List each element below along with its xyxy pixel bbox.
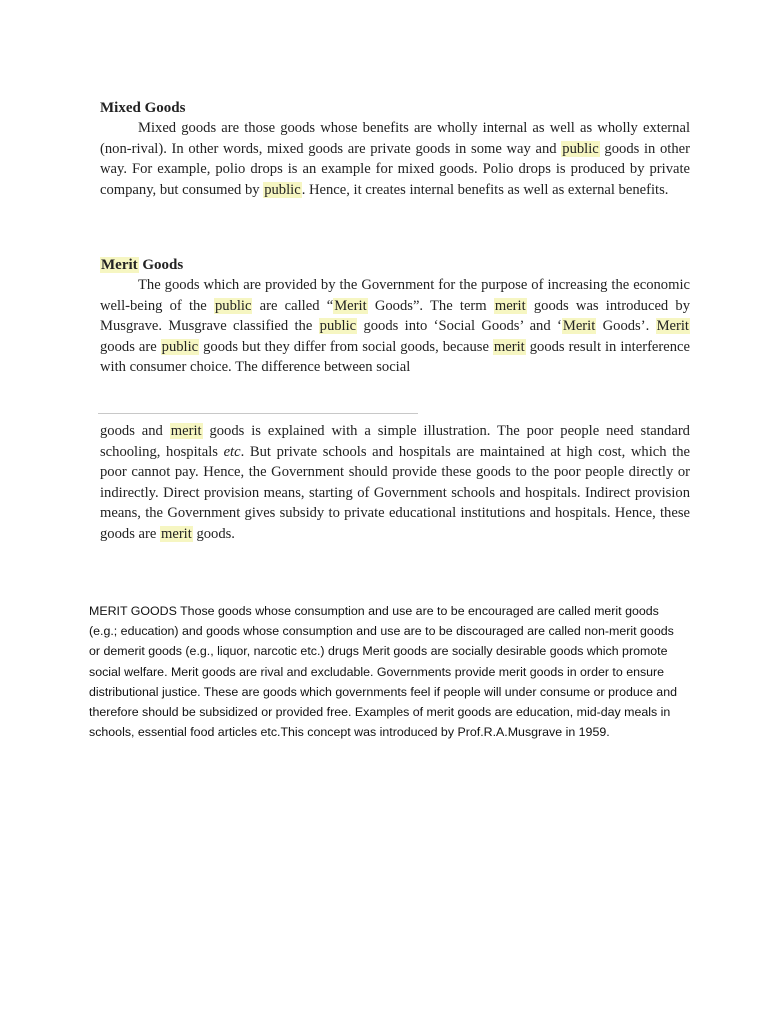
merit-goods-paragraph xyxy=(100,275,690,378)
italic-term: etc xyxy=(223,443,241,460)
highlighted-term: Merit xyxy=(334,297,367,314)
text-run: goods are xyxy=(100,338,161,355)
highlighted-term: merit xyxy=(160,525,192,542)
highlighted-term: public xyxy=(319,318,357,335)
text-run: goods. xyxy=(192,525,235,542)
footnote-divider xyxy=(98,413,418,414)
text-run: goods but they differ from social goods, because xyxy=(199,338,493,355)
text-run: goods in other way. For example, polio drops is an example for mixed goods. Polio drops is produced by private company, but consumed by xyxy=(100,140,690,198)
text-run: . Hence, it creates internal benefits as well as external benefits. xyxy=(301,181,669,198)
continuation-section xyxy=(100,421,690,545)
highlighted-term: public xyxy=(161,338,199,355)
text-run: . But private schools and hospitals are maintained at high cost, which the poor cannot pay. Hence, the Government should provide these goods to the poor people directly or indirectly. Direct provision means, starting of Government schools and hospitals. Indirect provision means, the Government gives subsidy to private educational institutions and hospitals. Hence, these goods are xyxy=(100,443,690,542)
highlighted-term: public xyxy=(214,297,252,314)
merit-goods-typed-paragraph: MERIT GOODS Those goods whose consumption and use are to be encouraged are called merit goods (e.g.; education) and goods whose consumption and use are to be discouraged are called non-merit goods or demerit goods (e.g., liquor, narcotic etc.) drugs Merit goods are socially desirable goods which promote social welfare. Merit goods are rival and excludable. Governments provide merit goods in order to ensure distributional justice. These are goods which governments feel if people will under consume or produce and therefore should be subsidized or provided free. Examples of merit goods are education, mid-day meals in schools, essential food articles etc.This concept was introduced by Prof.R.A.Musgrave in 1959. xyxy=(89,604,677,740)
highlighted-term: public xyxy=(562,140,599,157)
text-run: The goods which are provided by the Government for the purpose of increasing the economic well-being of the xyxy=(100,277,690,314)
highlighted-term: merit xyxy=(493,338,525,355)
highlighted-term: public xyxy=(264,181,301,198)
highlighted-term: Merit xyxy=(656,318,689,335)
text-run: are called “ xyxy=(252,297,334,314)
mixed-goods-heading: Mixed Goods xyxy=(100,100,186,116)
text-run: goods was introduced by Musgrave. Musgrave classified the xyxy=(100,297,691,335)
highlighted-term: Merit xyxy=(101,257,138,273)
merit-goods-section xyxy=(100,255,690,378)
mixed-goods-section xyxy=(100,98,690,200)
continuation-paragraph xyxy=(100,421,690,545)
text-run: Goods”. The term xyxy=(367,297,494,314)
highlighted-term: merit xyxy=(494,297,526,314)
highlighted-term: merit xyxy=(170,423,202,439)
text-run: Goods’. xyxy=(596,318,656,335)
merit-goods-heading xyxy=(100,255,690,275)
highlighted-term: Merit xyxy=(562,318,596,335)
heading-rest: Goods xyxy=(138,257,184,273)
text-run: goods and xyxy=(100,423,170,439)
text-run: goods result in interference with consumer choice. The difference between social xyxy=(100,338,690,376)
text-run: Mixed goods are those goods whose benefits are wholly internal as well as wholly external (non-rival). In other words, mixed goods are private goods in some way and xyxy=(100,120,690,157)
text-run: goods into ‘Social Goods’ and ‘ xyxy=(357,318,562,335)
mixed-goods-paragraph xyxy=(100,118,690,200)
text-run: goods is explained with a simple illustration. The poor people need standard schooling, hospitals xyxy=(100,423,690,460)
